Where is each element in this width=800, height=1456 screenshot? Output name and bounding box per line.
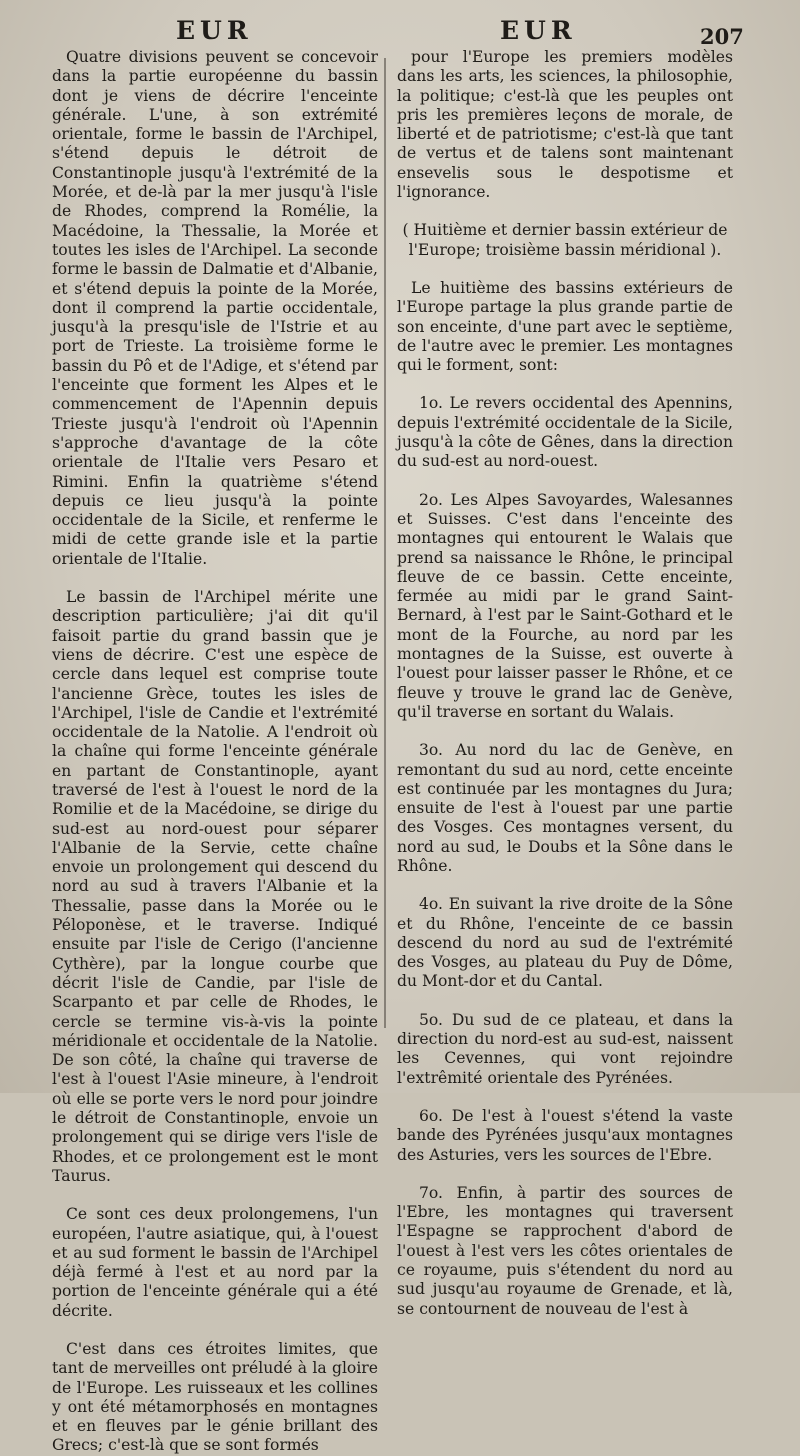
column-divider: [384, 58, 386, 1028]
list-item: 7o. Enfin, à partir des sources de l'Ebre, les montagnes qui traversent l'Espagne se rapprochent d'abord de l'ouest à l'est vers les côtes orientales de ce royaume, puis s'étendent du nord au sud jusqu'au royaume de Grenade, et là, se contournent de nouveau de l'est à: [397, 1183, 733, 1318]
header-right: EUR: [500, 16, 577, 45]
list-item: 4o. En suivant la rive droite de la Sône et du Rhône, l'enceinte de ce bassin descend du nord au sud de l'extrémité des Vosges, au plateau du Puy de Dôme, du Mont-dor et du Cantal.: [397, 895, 733, 991]
header-left: EUR: [176, 16, 253, 45]
paragraph: Ce sont ces deux prolongemens, l'un européen, l'autre asiatique, qui, à l'ouest et au sud forment le bassin de l'Archipel déjà fermé à l'est et au nord par la portion de l'enceinte générale qui a été décrite.: [52, 1205, 378, 1320]
paragraph: Le bassin de l'Archipel mérite une description particulière; j'ai dit qu'il faisoit partie du grand bassin que je viens de décrire. C'est une espèce de cercle dans lequel est comprise toute l'ancienne Grèce, toutes les isles de l'Archipel, l'isle de Candie et l'extrémité occidentale de la Natolie. A l'endroit où la chaîne qui forme l'enceinte générale en partant de Constantinople, ayant traversé de l'est à l'ouest le nord de la Romilie et de la Macédoine, se dirige du sud-est au nord-ouest pour séparer l'Albanie de la Servie, cette chaîne envoie un prolongement qui descend du nord au sud à travers l'Albanie et la Thessalie, passe dans la Morée ou le Péloponèse, et le traverse. Indiqué ensuite par l'isle de Cerigo (l'ancienne Cythère), par la longue courbe que décrit l'isle de Candie, par l'isle de Scarpanto et par celle de Rhodes, le cercle se termine vis-à-vis la pointe méridionale et occidentale de la Natolie. De son côté, la chaîne qui traverse de l'est à l'ouest l'Asie mineure, à l'endroit où elle se porte vers le nord pour joindre le détroit de Constantinople, envoie un prolongement qui se dirige vers l'isle de Rhodes, et ce prolongement est le mont Taurus.: [52, 588, 378, 1185]
paragraph: pour l'Europe les premiers modèles dans les arts, les sciences, la philosophie, la politique; c'est-là que les peuples ont pris les premières leçons de morale, de liberté et de patriotisme; c'est-là que tant de vertus et de talens sont maintenant ensevelis sous le despotisme et l'ignorance.: [397, 48, 733, 202]
paragraph: Le huitième des bassins extérieurs de l'Europe partage la plus grande partie de son enceinte, d'une part avec le septième, de l'autre avec le premier. Les montagnes qui le forment, sont:: [397, 278, 733, 375]
list-item: 1o. Le revers occidental des Apennins, depuis l'extrémité occidentale de la Sicile, jusqu'à la côte de Gênes, dans la direction du sud-est au nord-ouest.: [397, 394, 733, 471]
page-number: 207: [700, 24, 744, 49]
paragraph: Quatre divisions peuvent se concevoir dans la partie européenne du bassin dont je viens de décrire l'enceinte générale. L'une, à son extrémité orientale, forme le bassin de l'Archipel, s'étend depuis le détroit de Constantinople jusqu'à l'extrémité de la Morée, et de-là par la mer jusqu'à l'isle de Rhodes, comprend la Romélie, la Macédoine, la Thessalie, la Morée et toutes les isles de l'Archipel. La seconde forme le bassin de Dalmatie et d'Albanie, et s'étend depuis la pointe de la Morée, dont il comprend la partie occidentale, jusqu'à la presqu'isle de l'Istrie et au port de Trieste. La troisième forme le bassin du Pô et de l'Adige, et s'étend par l'enceinte que forment les Alpes et le commencement de l'Apennin depuis Trieste jusqu'à l'endroit où l'Apennin s'approche d'avantage de la côte orientale de l'Italie vers Pesaro et Rimini. Enfin la quatrième s'étend depuis ce lieu jusqu'à la pointe occidentale de la Sicile, et renferme le midi de cette grande isle et la partie orientale de l'Italie.: [52, 48, 378, 568]
left-column: [52, 48, 378, 1456]
section-title: ( Huitième et dernier bassin extérieur de l'Europe; troisième bassin méridional ).: [402, 221, 728, 259]
right-column: [397, 48, 733, 1319]
list-item: 2o. Les Alpes Savoyardes, Walesannes et Suisses. C'est dans l'enceinte des montagnes qui entourent le Walais que prend sa naissance le Rhône, le principal fleuve de ce bassin. Cette enceinte, fermée au midi par le grand Saint-Bernard, à l'est par le Saint-Gothard et le mont de la Fourche, au nord par les montagnes de la Suisse, est ouverte à l'ouest pour laisser passer le Rhône, et ce fleuve y trouve le grand lac de Genève, qu'il traverse en sortant du Walais.: [397, 490, 733, 721]
list-item: 5o. Du sud de ce plateau, et dans la direction du nord-est au sud-est, naissent les Cevennes, qui vont rejoindre l'extrêmité orientale des Pyrénées.: [397, 1010, 733, 1087]
list-item: 6o. De l'est à l'ouest s'étend la vaste bande des Pyrénées jusqu'aux montagnes des Asturies, vers les sources de l'Ebre.: [397, 1106, 733, 1164]
running-header: [0, 14, 800, 48]
list-item: 3o. Au nord du lac de Genève, en remontant du sud au nord, cette enceinte est continuée par les montagnes du Jura; ensuite de l'est à l'ouest par une partie des Vosges. Ces montagnes versent, du nord au sud, le Doubs et la Sône dans le Rhône.: [397, 741, 733, 875]
paragraph: C'est dans ces étroites limites, que tant de merveilles ont préludé à la gloire de l'Europe. Les ruisseaux et les collines y ont été métamorphosés en montagnes et en fleuves par le génie brillant des Grecs; c'est-là que se sont formés: [52, 1340, 378, 1455]
